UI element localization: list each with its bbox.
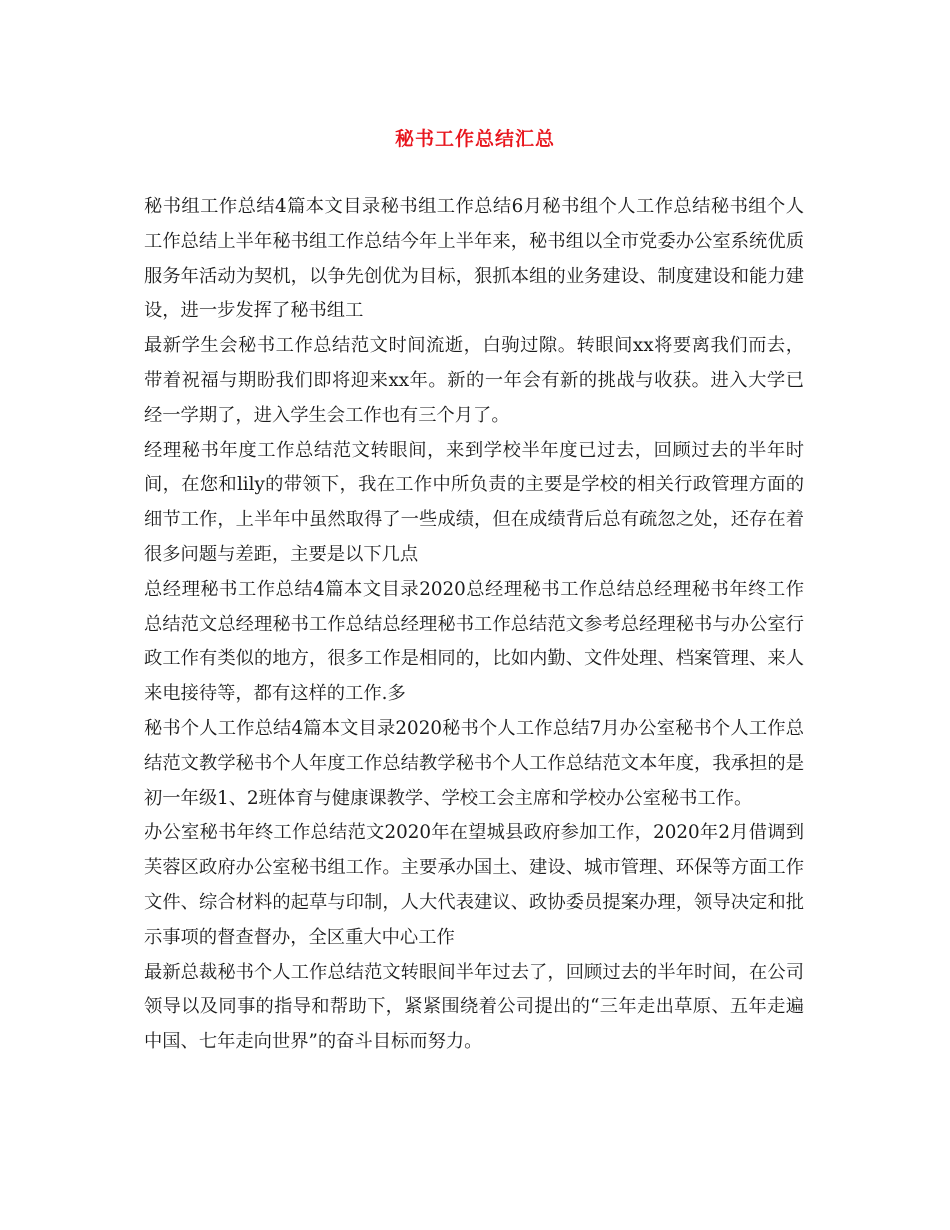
document-title: 秘书工作总结汇总 — [394, 128, 555, 150]
document-body — [144, 190, 804, 1060]
paragraph-2: 最新学生会秘书工作总结范文时间流逝，白驹过隙。转眼间xx将要离我们而去，带着祝福与期盼我们即将迎来xx年。新的一年会有新的挑战与收获。进入大学已经一学期了，进入学生会工作也有三个月了。 — [144, 335, 804, 426]
paragraph-1: 秘书组工作总结4篇本文目录秘书组工作总结6月秘书组个人工作总结秘书组个人工作总结上半年秘书组工作总结今年上半年来，秘书组以全市党委办公室系统优质服务年活动为契机，以争先创优为目标，狠抓本组的业务建设、制度建设和能力建设，进一步发挥了秘书组工 — [144, 196, 804, 322]
paragraph-3: 经理秘书年度工作总结范文转眼间，来到学校半年度已过去，回顾过去的半年时间，在您和lily的带领下，我在工作中所负责的主要是学校的相关行政管理方面的细节工作，上半年中虽然取得了一些成绩，但在成绩背后总有疏忽之处，还存在着很多问题与差距，主要是以下几点 — [144, 439, 804, 565]
paragraph-5: 秘书个人工作总结4篇本文目录2020秘书个人工作总结7月办公室秘书个人工作总结范文教学秘书个人年度工作总结教学秘书个人工作总结范文本年度，我承担的是初一年级1、2班体育与健康课教学、学校工会主席和学校办公室秘书工作。 — [144, 717, 804, 809]
paragraph-6: 办公室秘书年终工作总结范文2020年在望城县政府参加工作，2020年2月借调到芙蓉区政府办公室秘书组工作。主要承办国土、建设、城市管理、环保等方面工作文件、综合材料的起草与印制，人大代表建议、政协委员提案办理，领导决定和批示事项的督查督办，全区重大中心工作 — [144, 822, 804, 948]
paragraph-7: 最新总裁秘书个人工作总结范文转眼间半年过去了，回顾过去的半年时间，在公司领导以及同事的指导和帮助下，紧紧围绕着公司提出的“三年走出草原、五年走遍中国、七年走向世界”的奋斗目标而努力。 — [144, 961, 804, 1053]
paragraph-4: 总经理秘书工作总结4篇本文目录2020总经理秘书工作总结总经理秘书年终工作总结范文总经理秘书工作总结总经理秘书工作总结范文参考总经理秘书与办公室行政工作有类似的地方，很多工作是相同的，比如内勤、文件处理、档案管理、来人来电接待等，都有这样的工作.多 — [144, 578, 804, 705]
